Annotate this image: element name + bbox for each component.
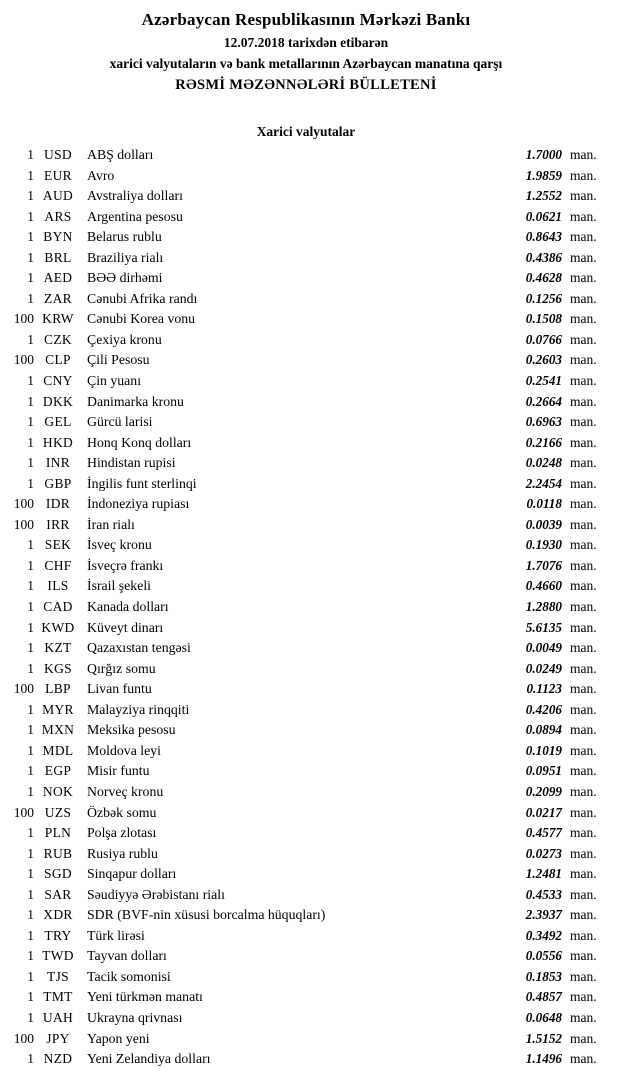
currency-name: Misir funtu (87, 763, 150, 779)
unit-label: man. (570, 825, 597, 841)
currency-code: MDL (42, 742, 74, 758)
currency-row (4, 864, 608, 885)
currency-code: ILS (47, 578, 69, 594)
currency-name: Qırğız somu (87, 660, 156, 676)
currency-code: GBP (44, 475, 72, 491)
rate-value: 0.4660 (525, 578, 562, 594)
currency-code: SEK (44, 537, 72, 553)
unit-label: man. (570, 455, 597, 471)
currency-row (4, 885, 608, 906)
unit-label: man. (570, 290, 597, 306)
currency-code: IRR (46, 516, 70, 532)
unit-label: man. (570, 496, 597, 512)
rate-value: 0.0039 (525, 516, 562, 532)
rate-value: 0.1930 (525, 537, 562, 553)
bulletin-title: RƏSMİ MƏZƏNNƏLƏRİ BÜLLETENİ (175, 77, 437, 93)
quantity: 1 (27, 455, 34, 471)
currency-code: KGS (44, 660, 72, 676)
rate-value: 0.4577 (525, 825, 562, 841)
currency-code: KRW (42, 311, 74, 327)
unit-label: man. (570, 948, 597, 964)
currency-name: Braziliya rialı (87, 249, 164, 265)
currency-name: Cənubi Korea vonu (87, 311, 196, 327)
quantity: 1 (27, 907, 34, 923)
currency-row (4, 453, 608, 474)
rate-value: 0.1019 (525, 742, 562, 758)
quantity: 1 (27, 640, 34, 656)
rate-value: 0.1256 (525, 290, 562, 306)
currency-row (4, 782, 608, 803)
currency-code: USD (44, 147, 72, 162)
quantity: 100 (13, 516, 34, 532)
currency-code: XDR (43, 907, 73, 923)
unit-label: man. (570, 640, 597, 656)
currency-code: CLP (45, 352, 71, 368)
currency-code: HKD (42, 434, 74, 450)
currency-row (4, 166, 608, 187)
rate-value: 0.0648 (525, 1009, 562, 1025)
rate-value: 0.0249 (525, 660, 562, 676)
header-subtitle: xarici valyutaların və bank metallarının Azərbaycan manatına qarşı (109, 56, 503, 71)
unit-label: man. (570, 886, 597, 902)
unit-label: man. (570, 578, 597, 594)
unit-label: man. (570, 742, 597, 758)
currency-code: KWD (41, 619, 75, 635)
quantity: 1 (27, 331, 34, 347)
rate-value: 0.1853 (525, 968, 562, 984)
rate-value: 0.2541 (525, 373, 562, 389)
currency-name: Çexiya kronu (87, 331, 162, 347)
currency-code: IDR (45, 496, 71, 512)
unit-label: man. (570, 352, 597, 368)
currency-code: INR (45, 455, 71, 471)
currency-row (4, 186, 608, 207)
rate-value: 0.4857 (525, 989, 562, 1005)
currency-row (4, 638, 608, 659)
currency-name: Sinqapur dolları (87, 866, 177, 882)
rate-value: 1.7000 (525, 147, 562, 162)
currency-code: CAD (43, 599, 73, 615)
currency-row (4, 679, 608, 700)
currency-row (4, 412, 608, 433)
currency-code: CHF (44, 557, 72, 573)
currency-row (4, 145, 608, 166)
rate-value: 0.0217 (525, 804, 562, 820)
currency-row (4, 227, 608, 248)
currency-name: Avro (87, 167, 115, 183)
quantity: 1 (27, 927, 34, 943)
currency-name: ABŞ dolları (87, 147, 154, 162)
rate-value: 2.2454 (525, 475, 562, 491)
unit-label: man. (570, 434, 597, 450)
unit-label: man. (570, 907, 597, 923)
unit-label: man. (570, 311, 597, 327)
currency-code: NZD (43, 1051, 73, 1067)
currency-table-body (4, 145, 608, 1070)
quantity: 1 (27, 619, 34, 635)
currency-name: Norveç kronu (87, 783, 164, 799)
rate-value: 0.0766 (525, 331, 562, 347)
quantity: 1 (27, 968, 34, 984)
quantity: 100 (13, 352, 34, 368)
unit-label: man. (570, 331, 597, 347)
quantity: 1 (27, 147, 34, 162)
rate-value: 0.6963 (525, 414, 562, 430)
quantity: 1 (27, 578, 34, 594)
quantity: 1 (27, 989, 34, 1005)
quantity: 100 (13, 311, 34, 327)
currency-name: Hindistan rupisi (87, 455, 176, 471)
currency-row (4, 371, 608, 392)
currency-code: ARS (44, 208, 72, 224)
currency-row (4, 1049, 608, 1070)
currency-code: EUR (44, 167, 72, 183)
currency-name: İndoneziya rupiası (87, 496, 190, 512)
currency-code: UAH (42, 1009, 74, 1025)
currency-row (4, 1029, 608, 1050)
currency-code: EGP (44, 763, 72, 779)
quantity: 1 (27, 167, 34, 183)
rate-value: 0.4628 (525, 270, 562, 286)
currency-row (4, 309, 608, 330)
currency-name: Səudiyyə Ərəbistanı rialı (87, 886, 225, 902)
quantity: 1 (27, 1051, 34, 1067)
currency-row (4, 987, 608, 1008)
section-title: Xarici valyutalar (256, 124, 356, 139)
unit-label: man. (570, 701, 597, 717)
unit-label: man. (570, 229, 597, 245)
currency-code: UZS (44, 804, 72, 820)
currency-code: DKK (42, 393, 74, 409)
quantity: 1 (27, 701, 34, 717)
quantity: 1 (27, 208, 34, 224)
currency-name: Danimarka kronu (87, 393, 184, 409)
currency-name: Çili Pesosu (87, 352, 150, 368)
unit-label: man. (570, 681, 597, 697)
rate-value: 0.1123 (526, 681, 562, 697)
currency-row (4, 967, 608, 988)
quantity: 1 (27, 825, 34, 841)
rate-value: 0.0049 (525, 640, 562, 656)
unit-label: man. (570, 537, 597, 553)
currency-row (4, 926, 608, 947)
currency-code: ZAR (44, 290, 72, 306)
currency-row (4, 515, 608, 536)
currency-name: Livan funtu (87, 681, 152, 697)
currency-row (4, 350, 608, 371)
unit-label: man. (570, 188, 597, 204)
currency-name: Polşa zlotası (87, 825, 157, 841)
quantity: 100 (13, 1030, 34, 1046)
currency-code: SGD (44, 866, 72, 882)
currency-code: AED (43, 270, 73, 286)
currency-code: TRY (44, 927, 72, 943)
currency-row (4, 207, 608, 228)
rate-value: 0.0556 (525, 948, 562, 964)
currency-name: Gürcü larisi (87, 414, 153, 430)
unit-label: man. (570, 619, 597, 635)
currency-row (4, 576, 608, 597)
currency-name: Cənubi Afrika randı (87, 290, 198, 306)
currency-code: MXN (41, 722, 75, 738)
rate-value: 0.1508 (525, 311, 562, 327)
unit-label: man. (570, 599, 597, 615)
rate-value: 0.0621 (525, 208, 562, 224)
currency-row (4, 946, 608, 967)
quantity: 1 (27, 290, 34, 306)
currency-row (4, 905, 608, 926)
bulletin-header (4, 8, 608, 96)
currency-name: Belarus rublu (87, 229, 162, 245)
unit-label: man. (570, 414, 597, 430)
currency-code: NOK (42, 783, 74, 799)
currency-name: Malayziya rinqqiti (87, 701, 190, 717)
currency-code: CNY (43, 373, 73, 389)
currency-name: Moldova leyi (87, 742, 161, 758)
unit-label: man. (570, 722, 597, 738)
quantity: 1 (27, 845, 34, 861)
currency-name: İsveç kronu (87, 537, 152, 553)
rate-value: 0.0118 (526, 496, 562, 512)
unit-label: man. (570, 763, 597, 779)
rate-value: 0.2664 (525, 393, 562, 409)
currency-row (4, 494, 608, 515)
rate-value: 1.9859 (525, 167, 562, 183)
currency-code: RUB (43, 845, 73, 861)
currency-name: İsrail şekeli (87, 578, 151, 594)
rate-value: 1.2481 (525, 866, 562, 882)
rate-value: 0.2099 (525, 783, 562, 799)
rate-value: 1.5152 (525, 1030, 562, 1046)
rate-value: 0.4386 (525, 249, 562, 265)
rate-value: 1.7076 (525, 557, 562, 573)
currency-name: Çin yuanı (87, 373, 142, 389)
unit-label: man. (570, 927, 597, 943)
quantity: 1 (27, 537, 34, 553)
currency-code: BRL (44, 249, 72, 265)
currency-name: Yeni türkmən manatı (87, 989, 203, 1005)
currency-code: KZT (44, 640, 72, 656)
currency-name: BƏƏ dirhəmi (87, 270, 163, 286)
unit-label: man. (570, 475, 597, 491)
quantity: 1 (27, 948, 34, 964)
unit-label: man. (570, 1009, 597, 1025)
currency-code: LBP (45, 681, 71, 697)
quantity: 1 (27, 742, 34, 758)
quantity: 1 (27, 249, 34, 265)
quantity: 1 (27, 475, 34, 491)
currency-name: Küveyt dinarı (87, 619, 164, 635)
rate-value: 0.0951 (525, 763, 562, 779)
currency-code: MYR (42, 701, 74, 717)
currency-code: GEL (44, 414, 72, 430)
quantity: 1 (27, 270, 34, 286)
rate-value: 0.0894 (525, 722, 562, 738)
quantity: 1 (27, 393, 34, 409)
currency-name: Özbək somu (87, 804, 157, 820)
currency-row (4, 535, 608, 556)
currency-row (4, 761, 608, 782)
currency-name: İngilis funt sterlinqi (87, 475, 197, 491)
unit-label: man. (570, 660, 597, 676)
currency-name: Argentina pesosu (87, 208, 183, 224)
currency-row (4, 720, 608, 741)
quantity: 1 (27, 188, 34, 204)
currency-row (4, 248, 608, 269)
rate-value: 0.4533 (525, 886, 562, 902)
rate-value: 0.0248 (525, 455, 562, 471)
unit-label: man. (570, 866, 597, 882)
currency-row (4, 268, 608, 289)
currency-row (4, 803, 608, 824)
unit-label: man. (570, 249, 597, 265)
rate-value: 1.2880 (525, 599, 562, 615)
unit-label: man. (570, 516, 597, 532)
rate-value: 0.3492 (525, 927, 562, 943)
currency-row (4, 474, 608, 495)
currency-name: İsveçrə frankı (87, 557, 164, 573)
unit-label: man. (570, 373, 597, 389)
rate-value: 1.1496 (525, 1051, 562, 1067)
rate-value: 0.0273 (525, 845, 562, 861)
currency-row (4, 1008, 608, 1029)
quantity: 1 (27, 229, 34, 245)
currency-row (4, 289, 608, 310)
unit-label: man. (570, 147, 597, 162)
currency-name: Tacik somonisi (87, 968, 171, 984)
currency-row (4, 741, 608, 762)
currency-name: Honq Konq dolları (87, 434, 192, 450)
currency-row (4, 392, 608, 413)
quantity: 1 (27, 599, 34, 615)
currency-code: TJS (47, 968, 69, 984)
currency-name: Kanada dolları (87, 599, 169, 615)
currency-name: SDR (BVF-nin xüsusi borcalma hüquqları) (87, 907, 326, 923)
quantity: 1 (27, 660, 34, 676)
unit-label: man. (570, 1051, 597, 1067)
currency-row (4, 556, 608, 577)
rate-value: 1.2552 (525, 188, 562, 204)
rate-value: 2.3937 (525, 907, 562, 923)
unit-label: man. (570, 208, 597, 224)
unit-label: man. (570, 804, 597, 820)
currency-row (4, 659, 608, 680)
unit-label: man. (570, 968, 597, 984)
quantity: 1 (27, 783, 34, 799)
rate-value: 0.2603 (525, 352, 562, 368)
currency-name: Ukrayna qrivnası (87, 1009, 183, 1025)
bank-title: Azərbaycan Respublikasının Mərkəzi Bankı (141, 10, 471, 29)
rate-value: 5.6135 (525, 619, 562, 635)
rate-value: 0.4206 (525, 701, 562, 717)
currency-code: PLN (44, 825, 72, 841)
currency-row (4, 597, 608, 618)
currency-code: CZK (44, 331, 72, 347)
currency-name: Rusiya rublu (87, 845, 158, 861)
currency-row (4, 433, 608, 454)
unit-label: man. (570, 1030, 597, 1046)
currency-code: SAR (44, 886, 72, 902)
rate-value: 0.8643 (525, 229, 562, 245)
quantity: 100 (13, 804, 34, 820)
quantity: 1 (27, 557, 34, 573)
currency-name: Türk lirəsi (87, 927, 145, 943)
quantity: 1 (27, 866, 34, 882)
unit-label: man. (570, 557, 597, 573)
currency-code: TWD (42, 948, 74, 964)
quantity: 100 (13, 496, 34, 512)
unit-label: man. (570, 989, 597, 1005)
unit-label: man. (570, 393, 597, 409)
currency-name: Meksika pesosu (87, 722, 176, 738)
quantity: 1 (27, 434, 34, 450)
currency-row (4, 330, 608, 351)
currency-name: Yapon yeni (87, 1030, 150, 1046)
currency-name: Tayvan dolları (87, 948, 167, 964)
currency-name: İran rialı (87, 516, 135, 532)
currency-row (4, 618, 608, 639)
effective-date: 12.07.2018 tarixdən etibarən (223, 35, 389, 50)
quantity: 1 (27, 1009, 34, 1025)
unit-label: man. (570, 167, 597, 183)
quantity: 1 (27, 373, 34, 389)
quantity: 1 (27, 886, 34, 902)
quantity: 1 (27, 763, 34, 779)
currency-code: JPY (46, 1030, 70, 1046)
quantity: 1 (27, 414, 34, 430)
unit-label: man. (570, 845, 597, 861)
currency-code: BYN (43, 229, 73, 245)
currency-row (4, 823, 608, 844)
currency-name: Yeni Zelandiya dolları (87, 1051, 211, 1067)
unit-label: man. (570, 270, 597, 286)
currency-row (4, 700, 608, 721)
currency-row (4, 844, 608, 865)
currency-name: Avstraliya dolları (87, 188, 183, 204)
quantity: 100 (13, 681, 34, 697)
rate-value: 0.2166 (525, 434, 562, 450)
quantity: 1 (27, 722, 34, 738)
currency-code: AUD (42, 188, 74, 204)
currency-code: TMT (43, 989, 73, 1005)
unit-label: man. (570, 783, 597, 799)
currency-name: Qazaxıstan tengəsi (87, 640, 191, 656)
